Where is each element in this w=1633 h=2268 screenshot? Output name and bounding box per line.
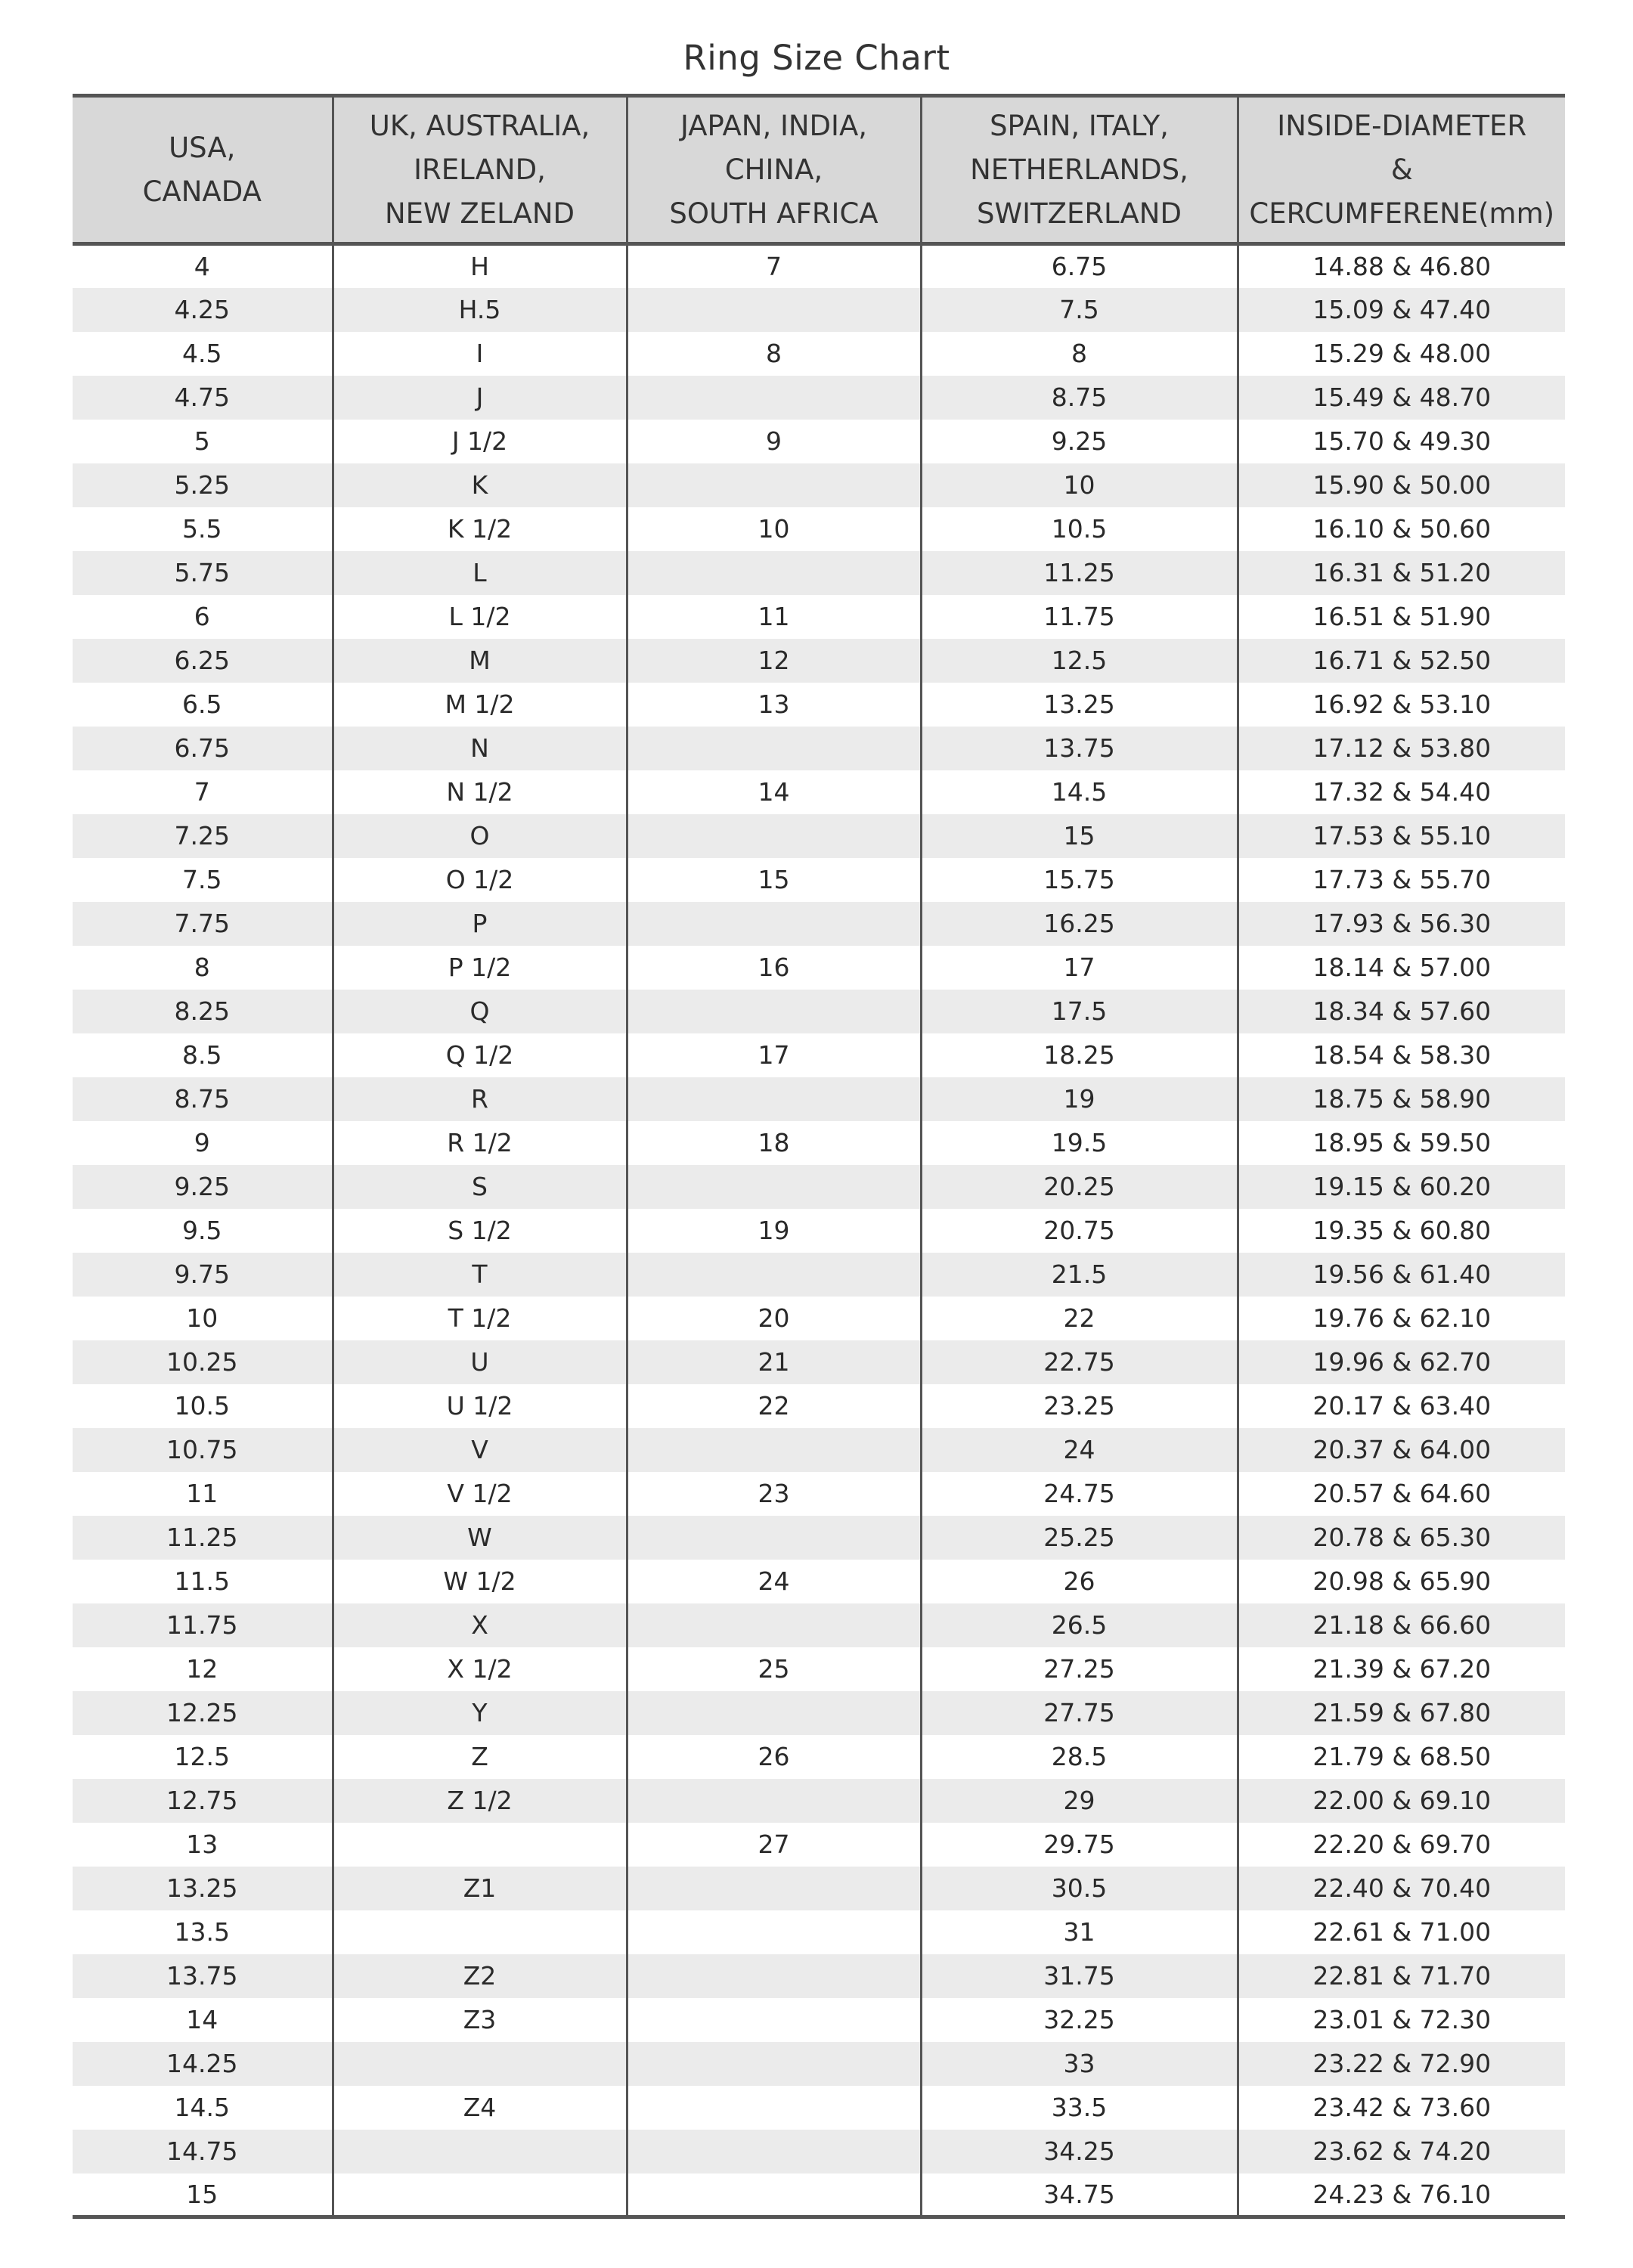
table-row — [73, 1647, 1565, 1691]
cell-usa-canada: 6.5 — [182, 689, 222, 719]
table-row — [73, 1165, 1565, 1209]
cell-spain-italy: 11.25 — [921, 551, 1238, 595]
cell-japan-india — [627, 1165, 921, 1209]
cell-japan-india — [627, 2130, 921, 2174]
cell-diameter-circumference: 20.98 & 65.90 — [1238, 1560, 1565, 1603]
cell-uk-australia: X 1/2 — [333, 1647, 627, 1691]
table-row — [73, 902, 1565, 946]
cell-japan-india: 25 — [627, 1647, 921, 1691]
cell-uk-australia: M — [333, 639, 627, 683]
table-row — [73, 1823, 1565, 1867]
table-row — [73, 727, 1565, 770]
header-line: NEW ZELAND — [384, 197, 575, 230]
table-row — [73, 376, 1565, 420]
cell-spain-italy: 19 — [921, 1077, 1238, 1121]
cell-diameter-circumference: 23.22 & 72.90 — [1238, 2042, 1565, 2086]
header-line: NETHERLANDS, — [970, 153, 1188, 186]
cell-uk-australia: H — [333, 244, 627, 288]
cell-spain-italy: 16.25 — [921, 902, 1238, 946]
cell-uk-australia: W — [333, 1516, 627, 1560]
header-line: INSIDE-DIAMETER — [1277, 109, 1527, 142]
cell-usa-canada: 12.25 — [73, 1691, 333, 1735]
cell-usa-canada: 9 — [194, 1128, 210, 1157]
cell-uk-australia: H.5 — [333, 288, 627, 332]
cell-diameter-circumference: 22.20 & 69.70 — [1238, 1823, 1565, 1867]
cell-spain-italy: 20.25 — [921, 1165, 1238, 1209]
cell-uk-australia: Y — [333, 1691, 627, 1735]
cell-japan-india — [627, 1253, 921, 1297]
cell-spain-italy: 32.25 — [921, 1998, 1238, 2042]
cell-usa-canada: 7.5 — [182, 865, 222, 894]
cell-diameter-circumference: 23.42 & 73.60 — [1238, 2086, 1565, 2130]
table-row — [73, 1077, 1565, 1121]
header-line: SPAIN, ITALY, — [990, 109, 1169, 142]
header-line: USA, — [169, 131, 236, 164]
cell-diameter-circumference: 15.09 & 47.40 — [1238, 288, 1565, 332]
cell-diameter-circumference: 16.51 & 51.90 — [1238, 595, 1565, 639]
cell-usa-canada: 5.25 — [73, 463, 333, 507]
table-row — [73, 1779, 1565, 1823]
cell-uk-australia — [333, 2174, 627, 2217]
cell-usa-canada: 14.75 — [73, 2130, 333, 2174]
cell-diameter-circumference: 17.32 & 54.40 — [1238, 770, 1565, 814]
cell-usa-canada: 10.25 — [73, 1340, 333, 1384]
cell-usa-canada: 7.25 — [73, 814, 333, 858]
cell-uk-australia: Z1 — [333, 1867, 627, 1910]
cell-japan-india: 22 — [627, 1384, 921, 1428]
cell-usa-canada: 13.75 — [73, 1954, 333, 1998]
cell-spain-italy: 31 — [921, 1910, 1238, 1954]
table-row — [73, 1954, 1565, 1998]
cell-japan-india: 15 — [627, 858, 921, 902]
cell-diameter-circumference: 19.96 & 62.70 — [1238, 1340, 1565, 1384]
cell-spain-italy: 11.75 — [921, 595, 1238, 639]
cell-uk-australia — [333, 1823, 627, 1867]
cell-diameter-circumference: 15.29 & 48.00 — [1238, 332, 1565, 376]
cell-spain-italy: 10 — [921, 463, 1238, 507]
header-line: SOUTH AFRICA — [669, 197, 878, 230]
cell-usa-canada: 5.5 — [182, 514, 222, 544]
cell-usa-canada: 9.25 — [73, 1165, 333, 1209]
cell-spain-italy: 17.5 — [921, 990, 1238, 1033]
cell-japan-india — [627, 990, 921, 1033]
cell-uk-australia: R 1/2 — [333, 1121, 627, 1165]
cell-uk-australia: O 1/2 — [333, 858, 627, 902]
table-row — [73, 1998, 1565, 2042]
cell-usa-canada: 4.25 — [73, 288, 333, 332]
cell-usa-canada: 6.25 — [73, 639, 333, 683]
cell-japan-india — [627, 1779, 921, 1823]
cell-uk-australia: L — [333, 551, 627, 595]
table-row — [73, 1910, 1565, 1954]
cell-japan-india — [627, 1603, 921, 1647]
cell-spain-italy: 19.5 — [921, 1121, 1238, 1165]
cell-spain-italy: 24 — [921, 1428, 1238, 1472]
table-row — [73, 1867, 1565, 1910]
cell-usa-canada: 6 — [194, 602, 210, 631]
cell-uk-australia: L 1/2 — [333, 595, 627, 639]
cell-diameter-circumference: 21.79 & 68.50 — [1238, 1735, 1565, 1779]
table-row — [73, 1033, 1565, 1077]
cell-spain-italy: 13.75 — [921, 727, 1238, 770]
table-row — [73, 1735, 1565, 1779]
header-line: CERCUMFERENE(mm) — [1249, 197, 1555, 230]
cell-japan-india — [627, 463, 921, 507]
cell-diameter-circumference: 23.01 & 72.30 — [1238, 1998, 1565, 2042]
cell-diameter-circumference: 16.71 & 52.50 — [1238, 639, 1565, 683]
ring-size-table — [73, 94, 1565, 2219]
cell-spain-italy: 24.75 — [921, 1472, 1238, 1516]
cell-usa-canada: 11.25 — [73, 1516, 333, 1560]
cell-diameter-circumference: 17.53 & 55.10 — [1238, 814, 1565, 858]
cell-japan-india: 24 — [627, 1560, 921, 1603]
cell-usa-canada: 9.75 — [73, 1253, 333, 1297]
cell-spain-italy: 14.5 — [921, 770, 1238, 814]
cell-spain-italy: 8 — [921, 332, 1238, 376]
cell-japan-india — [627, 2042, 921, 2086]
cell-usa-canada: 14.25 — [73, 2042, 333, 2086]
cell-diameter-circumference: 16.10 & 50.60 — [1238, 507, 1565, 551]
cell-diameter-circumference: 16.92 & 53.10 — [1238, 683, 1565, 727]
cell-japan-india — [627, 376, 921, 420]
header-line: SWITZERLAND — [977, 197, 1182, 230]
cell-uk-australia: M 1/2 — [333, 683, 627, 727]
cell-japan-india: 11 — [627, 595, 921, 639]
cell-japan-india — [627, 551, 921, 595]
cell-japan-india — [627, 1910, 921, 1954]
cell-uk-australia: Z2 — [333, 1954, 627, 1998]
cell-usa-canada: 15 — [73, 2174, 333, 2217]
cell-uk-australia: I — [333, 332, 627, 376]
cell-japan-india: 27 — [627, 1823, 921, 1867]
cell-uk-australia: P 1/2 — [333, 946, 627, 990]
cell-uk-australia: Q — [333, 990, 627, 1033]
header-usa-canada — [73, 96, 333, 244]
cell-japan-india — [627, 1954, 921, 1998]
cell-japan-india — [627, 1867, 921, 1910]
cell-spain-italy: 15 — [921, 814, 1238, 858]
cell-diameter-circumference: 22.00 & 69.10 — [1238, 1779, 1565, 1823]
cell-usa-canada: 7 — [194, 777, 210, 807]
table-row — [73, 463, 1565, 507]
cell-uk-australia: K 1/2 — [333, 507, 627, 551]
table-row — [73, 2042, 1565, 2086]
table-row — [73, 1121, 1565, 1165]
cell-diameter-circumference: 19.56 & 61.40 — [1238, 1253, 1565, 1297]
cell-usa-canada: 4.75 — [73, 376, 333, 420]
cell-diameter-circumference: 22.81 & 71.70 — [1238, 1954, 1565, 1998]
cell-spain-italy: 31.75 — [921, 1954, 1238, 1998]
table-row — [73, 946, 1565, 990]
table-row — [73, 420, 1565, 463]
table-row — [73, 1472, 1565, 1516]
cell-japan-india: 19 — [627, 1209, 921, 1253]
cell-usa-canada: 13.5 — [174, 1917, 230, 1947]
cell-diameter-circumference: 21.39 & 67.20 — [1238, 1647, 1565, 1691]
cell-uk-australia: N — [333, 727, 627, 770]
cell-spain-italy: 23.25 — [921, 1384, 1238, 1428]
cell-diameter-circumference: 14.88 & 46.80 — [1238, 244, 1565, 288]
header-line: & — [1390, 153, 1413, 186]
cell-spain-italy: 27.75 — [921, 1691, 1238, 1735]
cell-japan-india: 16 — [627, 946, 921, 990]
table-row — [73, 507, 1565, 551]
cell-uk-australia: R — [333, 1077, 627, 1121]
header-line: JAPAN, INDIA, — [680, 109, 868, 142]
chart-title: Ring Size Chart — [683, 38, 950, 78]
cell-uk-australia: T 1/2 — [333, 1297, 627, 1340]
cell-spain-italy: 29.75 — [921, 1823, 1238, 1867]
cell-spain-italy: 21.5 — [921, 1253, 1238, 1297]
table-row — [73, 990, 1565, 1033]
cell-spain-italy: 30.5 — [921, 1867, 1238, 1910]
cell-spain-italy: 26.5 — [921, 1603, 1238, 1647]
cell-usa-canada: 14.5 — [174, 2093, 230, 2122]
cell-usa-canada: 4.5 — [182, 339, 222, 368]
cell-spain-italy: 13.25 — [921, 683, 1238, 727]
cell-spain-italy: 33 — [921, 2042, 1238, 2086]
cell-spain-italy: 7.5 — [921, 288, 1238, 332]
cell-diameter-circumference: 17.73 & 55.70 — [1238, 858, 1565, 902]
cell-japan-india — [627, 902, 921, 946]
cell-uk-australia: S — [333, 1165, 627, 1209]
cell-japan-india — [627, 1998, 921, 2042]
cell-diameter-circumference: 22.40 & 70.40 — [1238, 1867, 1565, 1910]
table-row — [73, 1253, 1565, 1297]
cell-diameter-circumference: 17.93 & 56.30 — [1238, 902, 1565, 946]
cell-diameter-circumference: 18.75 & 58.90 — [1238, 1077, 1565, 1121]
cell-spain-italy: 12.5 — [921, 639, 1238, 683]
table-row — [73, 2130, 1565, 2174]
cell-japan-india — [627, 2086, 921, 2130]
cell-spain-italy: 10.5 — [921, 507, 1238, 551]
table-row — [73, 814, 1565, 858]
cell-diameter-circumference: 15.49 & 48.70 — [1238, 376, 1565, 420]
cell-usa-canada: 12 — [186, 1654, 218, 1684]
cell-diameter-circumference: 17.12 & 53.80 — [1238, 727, 1565, 770]
cell-diameter-circumference: 15.70 & 49.30 — [1238, 420, 1565, 463]
cell-spain-italy: 22.75 — [921, 1340, 1238, 1384]
table-row — [73, 2174, 1565, 2217]
table-row — [73, 288, 1565, 332]
cell-uk-australia: P — [333, 902, 627, 946]
header-line: UK, AUSTRALIA, — [369, 109, 590, 142]
cell-spain-italy: 15.75 — [921, 858, 1238, 902]
cell-japan-india: 10 — [627, 507, 921, 551]
table-row — [73, 1516, 1565, 1560]
cell-usa-canada: 11 — [186, 1479, 218, 1508]
cell-japan-india: 8 — [627, 332, 921, 376]
cell-diameter-circumference: 23.62 & 74.20 — [1238, 2130, 1565, 2174]
table-row — [73, 1603, 1565, 1647]
table-row — [73, 683, 1565, 727]
table-header — [73, 96, 1565, 244]
cell-usa-canada: 10.5 — [174, 1391, 230, 1421]
cell-diameter-circumference: 18.34 & 57.60 — [1238, 990, 1565, 1033]
table-row — [73, 1297, 1565, 1340]
cell-diameter-circumference: 20.57 & 64.60 — [1238, 1472, 1565, 1516]
cell-usa-canada: 5.75 — [73, 551, 333, 595]
cell-uk-australia: Z — [333, 1735, 627, 1779]
cell-uk-australia: S 1/2 — [333, 1209, 627, 1253]
table-row — [73, 1209, 1565, 1253]
cell-diameter-circumference: 18.95 & 59.50 — [1238, 1121, 1565, 1165]
table-row — [73, 1691, 1565, 1735]
cell-spain-italy: 18.25 — [921, 1033, 1238, 1077]
cell-japan-india — [627, 1516, 921, 1560]
cell-uk-australia: Q 1/2 — [333, 1033, 627, 1077]
cell-diameter-circumference: 21.18 & 66.60 — [1238, 1603, 1565, 1647]
header-row — [73, 96, 1565, 244]
cell-uk-australia: V — [333, 1428, 627, 1472]
table-row — [73, 244, 1565, 288]
cell-spain-italy: 25.25 — [921, 1516, 1238, 1560]
cell-usa-canada: 13 — [186, 1830, 218, 1859]
cell-usa-canada: 5 — [194, 426, 210, 456]
cell-japan-india: 20 — [627, 1297, 921, 1340]
cell-diameter-circumference: 16.31 & 51.20 — [1238, 551, 1565, 595]
cell-japan-india: 7 — [627, 244, 921, 288]
cell-uk-australia: J 1/2 — [333, 420, 627, 463]
cell-diameter-circumference: 20.17 & 63.40 — [1238, 1384, 1565, 1428]
table-row — [73, 639, 1565, 683]
table-row — [73, 1428, 1565, 1472]
cell-japan-india: 13 — [627, 683, 921, 727]
cell-usa-canada: 4 — [194, 252, 210, 282]
cell-japan-india — [627, 1691, 921, 1735]
header-japan-india — [627, 96, 921, 244]
cell-spain-italy: 20.75 — [921, 1209, 1238, 1253]
cell-diameter-circumference: 21.59 & 67.80 — [1238, 1691, 1565, 1735]
cell-diameter-circumference: 19.35 & 60.80 — [1238, 1209, 1565, 1253]
cell-uk-australia: Z4 — [333, 2086, 627, 2130]
cell-usa-canada: 10.75 — [73, 1428, 333, 1472]
cell-japan-india: 21 — [627, 1340, 921, 1384]
cell-usa-canada: 8.75 — [73, 1077, 333, 1121]
cell-diameter-circumference: 22.61 & 71.00 — [1238, 1910, 1565, 1954]
cell-japan-india: 26 — [627, 1735, 921, 1779]
cell-diameter-circumference: 20.37 & 64.00 — [1238, 1428, 1565, 1472]
cell-uk-australia: X — [333, 1603, 627, 1647]
cell-spain-italy: 26 — [921, 1560, 1238, 1603]
cell-usa-canada: 13.25 — [73, 1867, 333, 1910]
table-row — [73, 595, 1565, 639]
table-row — [73, 332, 1565, 376]
cell-uk-australia: T — [333, 1253, 627, 1297]
cell-uk-australia: J — [333, 376, 627, 420]
cell-japan-india — [627, 1428, 921, 1472]
cell-usa-canada: 9.5 — [182, 1216, 222, 1245]
cell-spain-italy: 28.5 — [921, 1735, 1238, 1779]
cell-usa-canada: 8.25 — [73, 990, 333, 1033]
cell-japan-india — [627, 2174, 921, 2217]
header-line: IRELAND, — [414, 153, 546, 186]
cell-usa-canada: 11.5 — [174, 1566, 230, 1596]
cell-uk-australia: V 1/2 — [333, 1472, 627, 1516]
cell-japan-india: 12 — [627, 639, 921, 683]
cell-japan-india — [627, 727, 921, 770]
cell-usa-canada: 12.5 — [174, 1742, 230, 1771]
cell-usa-canada: 8.5 — [182, 1040, 222, 1070]
cell-japan-india — [627, 288, 921, 332]
table-row — [73, 2086, 1565, 2130]
cell-spain-italy: 22 — [921, 1297, 1238, 1340]
cell-uk-australia: O — [333, 814, 627, 858]
cell-spain-italy: 29 — [921, 1779, 1238, 1823]
cell-usa-canada: 8 — [194, 953, 210, 982]
cell-diameter-circumference: 19.15 & 60.20 — [1238, 1165, 1565, 1209]
cell-diameter-circumference: 18.54 & 58.30 — [1238, 1033, 1565, 1077]
cell-uk-australia — [333, 1910, 627, 1954]
header-uk-australia — [333, 96, 627, 244]
cell-japan-india: 23 — [627, 1472, 921, 1516]
cell-usa-canada: 14 — [186, 2005, 218, 2034]
cell-uk-australia: U — [333, 1340, 627, 1384]
cell-usa-canada: 7.75 — [73, 902, 333, 946]
cell-usa-canada: 6.75 — [73, 727, 333, 770]
table-row — [73, 551, 1565, 595]
cell-japan-india — [627, 814, 921, 858]
header-inside-diameter — [1238, 96, 1565, 244]
table-row — [73, 858, 1565, 902]
cell-uk-australia: K — [333, 463, 627, 507]
cell-japan-india: 17 — [627, 1033, 921, 1077]
cell-usa-canada: 12.75 — [73, 1779, 333, 1823]
cell-uk-australia: Z3 — [333, 1998, 627, 2042]
cell-japan-india: 9 — [627, 420, 921, 463]
cell-diameter-circumference: 24.23 & 76.10 — [1238, 2174, 1565, 2217]
cell-uk-australia: U 1/2 — [333, 1384, 627, 1428]
cell-usa-canada: 11.75 — [73, 1603, 333, 1647]
cell-spain-italy: 6.75 — [921, 244, 1238, 288]
cell-japan-india — [627, 1077, 921, 1121]
table-row — [73, 1384, 1565, 1428]
cell-spain-italy: 27.25 — [921, 1647, 1238, 1691]
table-body — [73, 244, 1565, 2217]
cell-uk-australia: N 1/2 — [333, 770, 627, 814]
cell-diameter-circumference: 18.14 & 57.00 — [1238, 946, 1565, 990]
cell-diameter-circumference: 20.78 & 65.30 — [1238, 1516, 1565, 1560]
cell-spain-italy: 8.75 — [921, 376, 1238, 420]
cell-uk-australia — [333, 2042, 627, 2086]
table-row — [73, 1340, 1565, 1384]
table-row — [73, 770, 1565, 814]
cell-uk-australia: W 1/2 — [333, 1560, 627, 1603]
cell-usa-canada: 10 — [186, 1303, 218, 1333]
cell-diameter-circumference: 15.90 & 50.00 — [1238, 463, 1565, 507]
cell-spain-italy: 17 — [921, 946, 1238, 990]
cell-uk-australia: Z 1/2 — [333, 1779, 627, 1823]
cell-uk-australia — [333, 2130, 627, 2174]
cell-spain-italy: 9.25 — [921, 420, 1238, 463]
header-spain-italy — [921, 96, 1238, 244]
cell-spain-italy: 33.5 — [921, 2086, 1238, 2130]
cell-diameter-circumference: 19.76 & 62.10 — [1238, 1297, 1565, 1340]
cell-spain-italy: 34.25 — [921, 2130, 1238, 2174]
table-row — [73, 1560, 1565, 1603]
cell-japan-india: 18 — [627, 1121, 921, 1165]
cell-japan-india: 14 — [627, 770, 921, 814]
cell-spain-italy: 34.75 — [921, 2174, 1238, 2217]
header-line: CANADA — [142, 175, 262, 208]
header-line: CHINA, — [724, 153, 823, 186]
